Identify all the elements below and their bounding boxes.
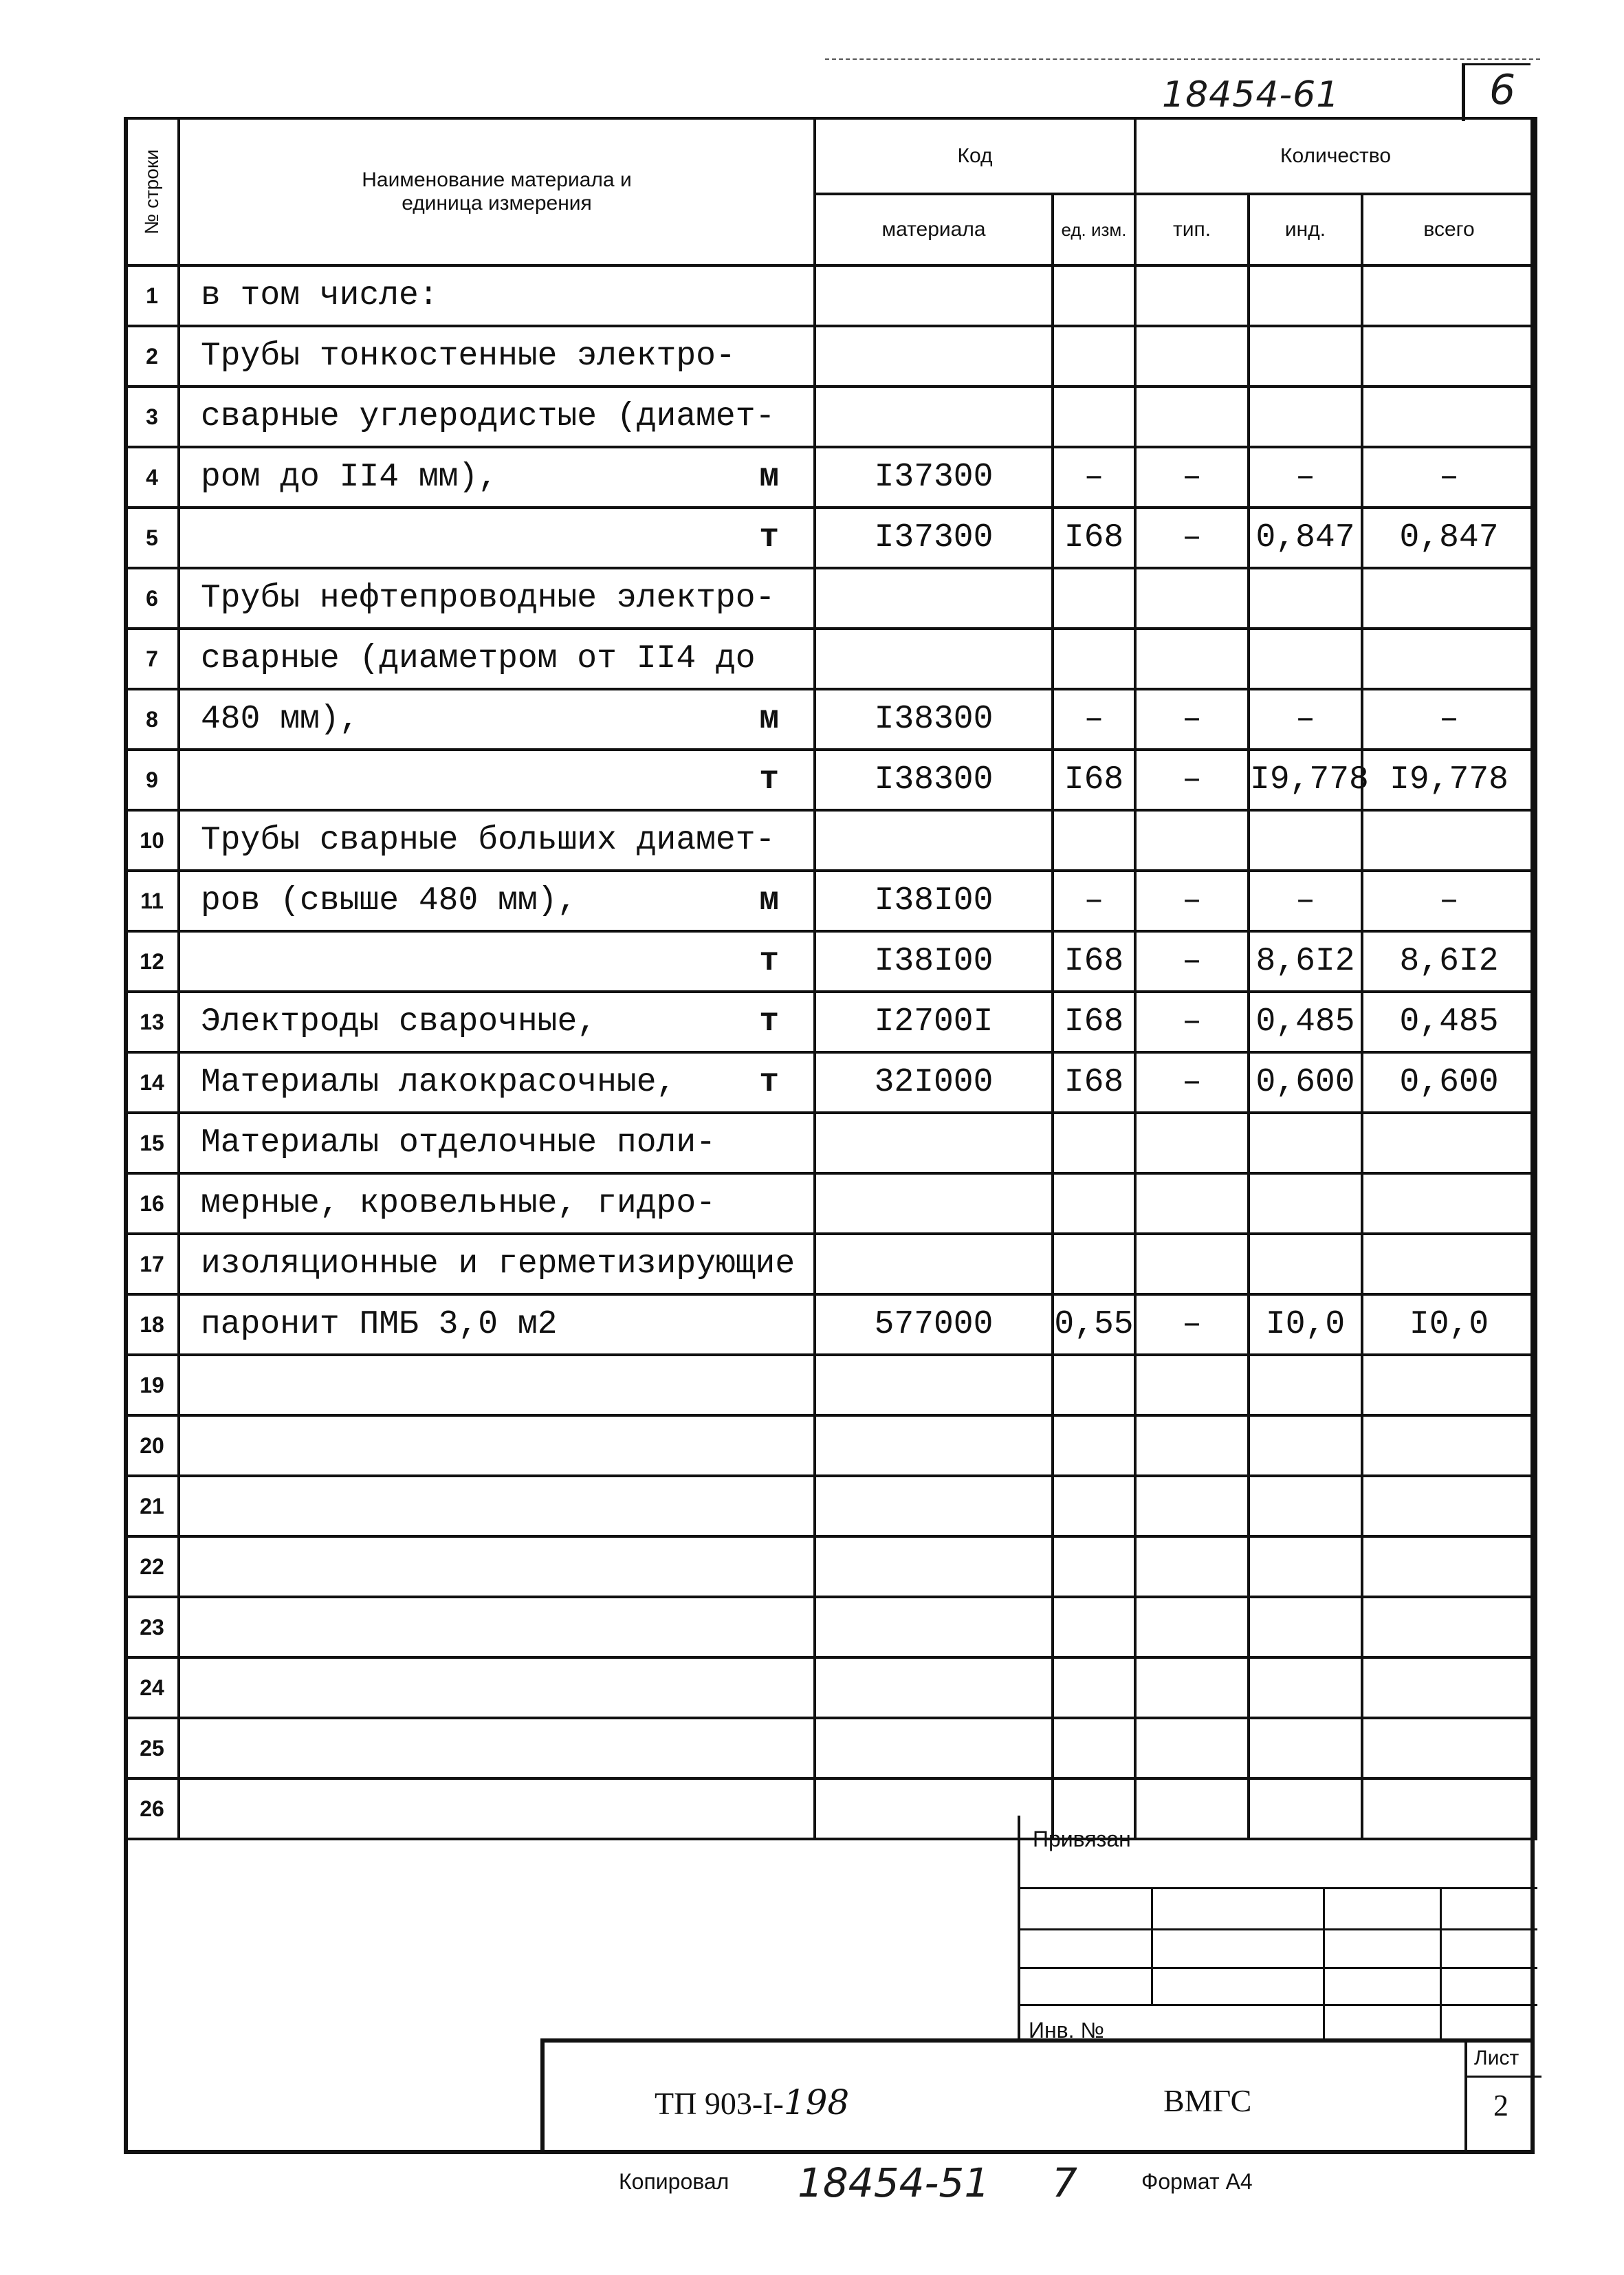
row-qty-typ	[1135, 1597, 1249, 1657]
table-row	[125, 1597, 1536, 1657]
header-row-number: № строки	[125, 118, 179, 265]
row-qty-typ: –	[1135, 931, 1249, 992]
row-qty-total: I9,778	[1362, 750, 1536, 810]
row-number: 14	[125, 1052, 179, 1113]
row-name	[179, 508, 815, 568]
row-unit-code	[1053, 1415, 1135, 1476]
row-qty-typ: –	[1135, 508, 1249, 568]
table-row	[125, 387, 1536, 447]
row-material-code	[815, 265, 1053, 326]
table-row	[125, 568, 1536, 629]
side-handwritten-note	[72, 124, 113, 371]
row-number: 19	[125, 1355, 179, 1415]
row-material-code: 32I000	[815, 1052, 1053, 1113]
row-number: 17	[125, 1234, 179, 1294]
row-number: 9	[125, 750, 179, 810]
row-number: 26	[125, 1778, 179, 1839]
row-qty-ind: 8,6I2	[1249, 931, 1362, 992]
row-number: 15	[125, 1113, 179, 1173]
header-quantity: Количество	[1135, 118, 1536, 194]
row-qty-total	[1362, 810, 1536, 871]
table-row	[125, 447, 1536, 508]
row-qty-typ	[1135, 1476, 1249, 1536]
row-name-text: Трубы тонкостенные электро-	[201, 338, 736, 375]
project-code-prefix: ТП 903-I-	[655, 2086, 784, 2121]
row-number: 22	[125, 1536, 179, 1597]
row-unit-code	[1053, 568, 1135, 629]
row-name-text: Трубы сварные больших диамет-	[201, 822, 776, 859]
table-row	[125, 1173, 1536, 1234]
row-qty-ind	[1249, 1718, 1362, 1778]
row-qty-typ: –	[1135, 871, 1249, 931]
row-qty-typ: –	[1135, 1294, 1249, 1355]
row-name	[179, 629, 815, 689]
row-number: 23	[125, 1597, 179, 1657]
row-name-text: Материалы отделочные поли-	[201, 1124, 716, 1162]
row-unit-code: 0,55	[1053, 1294, 1135, 1355]
privyazan-label: Привязан	[1033, 1827, 1131, 1851]
row-unit-code	[1053, 1597, 1135, 1657]
document-code-handwritten: 18454-61	[1162, 74, 1340, 116]
table-row	[125, 810, 1536, 871]
row-name	[179, 1536, 815, 1597]
row-qty-total	[1362, 1657, 1536, 1718]
row-unit: т	[759, 1064, 779, 1101]
row-unit-code	[1053, 1355, 1135, 1415]
row-name-text: сварные (диаметром от II4 до	[201, 640, 756, 677]
row-material-code	[815, 1113, 1053, 1173]
row-material-code	[815, 568, 1053, 629]
row-unit: т	[759, 761, 779, 798]
row-unit-code	[1053, 1536, 1135, 1597]
row-material-code: I2700I	[815, 992, 1053, 1052]
row-number: 1	[125, 265, 179, 326]
row-qty-total	[1362, 1113, 1536, 1173]
header-row-1	[125, 118, 1536, 194]
row-material-code: I38I00	[815, 931, 1053, 992]
handwritten-seven: 7	[1052, 2159, 1077, 2206]
copied-number-handwritten: 18454-51	[798, 2159, 990, 2206]
row-qty-ind: 0,847	[1249, 508, 1362, 568]
row-number: 7	[125, 629, 179, 689]
row-name	[179, 1234, 815, 1294]
row-name-text: ром до II4 мм),	[201, 459, 498, 496]
row-qty-ind	[1249, 1234, 1362, 1294]
table-row	[125, 1355, 1536, 1415]
row-name	[179, 689, 815, 750]
row-name-text: мерные, кровельные, гидро-	[201, 1185, 716, 1222]
row-material-code: I38300	[815, 750, 1053, 810]
table-row	[125, 992, 1536, 1052]
row-material-code: I38I00	[815, 871, 1053, 931]
row-number: 11	[125, 871, 179, 931]
row-unit: м	[759, 882, 779, 919]
row-qty-typ	[1135, 265, 1249, 326]
row-qty-ind: –	[1249, 689, 1362, 750]
row-qty-ind	[1249, 810, 1362, 871]
row-qty-typ	[1135, 1718, 1249, 1778]
sheet-value: 2	[1493, 2089, 1508, 2122]
row-name-text: Материалы лакокрасочные,	[201, 1064, 677, 1101]
row-qty-total	[1362, 326, 1536, 387]
row-qty-typ	[1135, 1173, 1249, 1234]
row-unit-code: I68	[1053, 992, 1135, 1052]
row-qty-total	[1362, 265, 1536, 326]
privyazan-box	[1018, 1816, 1535, 2043]
row-name-text: ров (свыше 480 мм),	[201, 882, 578, 919]
row-unit-code: –	[1053, 689, 1135, 750]
table-row	[125, 1718, 1536, 1778]
row-material-code	[815, 1415, 1053, 1476]
row-unit-code	[1053, 1234, 1135, 1294]
top-dashed-rule	[825, 58, 1540, 60]
row-name	[179, 810, 815, 871]
row-number: 13	[125, 992, 179, 1052]
project-code	[655, 2082, 849, 2122]
header-ind: инд.	[1249, 194, 1362, 265]
row-unit-code: I68	[1053, 750, 1135, 810]
row-material-code	[815, 629, 1053, 689]
row-unit: т	[759, 519, 779, 556]
table-row	[125, 1234, 1536, 1294]
row-name	[179, 1476, 815, 1536]
bottom-block	[124, 1816, 1535, 2154]
header-unit: ед. изм.	[1053, 194, 1135, 265]
row-qty-typ	[1135, 629, 1249, 689]
row-qty-total: 0,600	[1362, 1052, 1536, 1113]
row-qty-total	[1362, 1415, 1536, 1476]
row-name	[179, 1718, 815, 1778]
row-qty-ind: I9,778	[1249, 750, 1362, 810]
row-qty-total	[1362, 1355, 1536, 1415]
row-qty-total: 0,485	[1362, 992, 1536, 1052]
row-unit-code: I68	[1053, 508, 1135, 568]
header-name: Наименование материала и единица измерения	[179, 118, 815, 265]
row-unit-code	[1053, 387, 1135, 447]
row-material-code: 577000	[815, 1294, 1053, 1355]
row-unit-code	[1053, 265, 1135, 326]
header-total: всего	[1362, 194, 1536, 265]
title-block	[540, 2038, 1535, 2153]
drawing-mark: ВМГС	[1163, 2083, 1252, 2118]
row-name	[179, 871, 815, 931]
table-row	[125, 1294, 1536, 1355]
row-qty-total	[1362, 1536, 1536, 1597]
table-row	[125, 1113, 1536, 1173]
materials-table	[124, 117, 1537, 1840]
row-unit-code	[1053, 1173, 1135, 1234]
row-name	[179, 1052, 815, 1113]
row-name	[179, 568, 815, 629]
table-row	[125, 871, 1536, 931]
table-row	[125, 1536, 1536, 1597]
row-name	[179, 1597, 815, 1657]
row-qty-total	[1362, 629, 1536, 689]
row-unit-code	[1053, 629, 1135, 689]
row-material-code	[815, 1355, 1053, 1415]
row-qty-typ	[1135, 810, 1249, 871]
row-name	[179, 1173, 815, 1234]
table-row	[125, 265, 1536, 326]
row-name	[179, 1294, 815, 1355]
row-material-code: I38300	[815, 689, 1053, 750]
row-name	[179, 1355, 815, 1415]
table-row	[125, 1415, 1536, 1476]
row-name	[179, 750, 815, 810]
row-qty-ind: 0,485	[1249, 992, 1362, 1052]
project-code-handwritten: 198	[783, 2082, 850, 2122]
table-row	[125, 689, 1536, 750]
row-qty-ind	[1249, 326, 1362, 387]
row-number: 6	[125, 568, 179, 629]
row-unit: м	[759, 701, 779, 738]
header-code: Код	[815, 118, 1135, 194]
sheet-label: Лист	[1474, 2047, 1519, 2069]
row-number: 10	[125, 810, 179, 871]
table-row	[125, 508, 1536, 568]
row-name	[179, 387, 815, 447]
row-number: 18	[125, 1294, 179, 1355]
row-qty-typ: –	[1135, 992, 1249, 1052]
row-qty-typ	[1135, 387, 1249, 447]
header-material: материала	[815, 194, 1053, 265]
row-qty-ind	[1249, 387, 1362, 447]
row-name-text: изоляционные и герметизирующие	[201, 1245, 795, 1283]
row-qty-typ	[1135, 1234, 1249, 1294]
row-qty-total	[1362, 568, 1536, 629]
row-qty-total	[1362, 1718, 1536, 1778]
row-material-code: I37300	[815, 447, 1053, 508]
row-material-code	[815, 1536, 1053, 1597]
row-material-code	[815, 1173, 1053, 1234]
row-qty-ind	[1249, 1597, 1362, 1657]
row-qty-total	[1362, 1476, 1536, 1536]
table-row	[125, 931, 1536, 992]
row-qty-ind	[1249, 1415, 1362, 1476]
row-unit-code: I68	[1053, 931, 1135, 992]
row-qty-total: 8,6I2	[1362, 931, 1536, 992]
row-number: 21	[125, 1476, 179, 1536]
table-row	[125, 750, 1536, 810]
table-row	[125, 629, 1536, 689]
row-qty-typ: –	[1135, 1052, 1249, 1113]
row-material-code	[815, 1476, 1053, 1536]
row-qty-ind	[1249, 1657, 1362, 1718]
row-unit-code	[1053, 1113, 1135, 1173]
row-qty-total: –	[1362, 871, 1536, 931]
footer	[619, 2159, 1444, 2214]
row-qty-ind	[1249, 1113, 1362, 1173]
table-row	[125, 326, 1536, 387]
sheet-number-handwritten: 6	[1489, 66, 1516, 114]
row-qty-ind	[1249, 1476, 1362, 1536]
row-unit-code	[1053, 1476, 1135, 1536]
row-name-text: в том числе:	[201, 277, 439, 314]
row-number: 2	[125, 326, 179, 387]
row-number: 24	[125, 1657, 179, 1718]
row-qty-ind	[1249, 629, 1362, 689]
row-qty-typ	[1135, 326, 1249, 387]
row-qty-ind: 0,600	[1249, 1052, 1362, 1113]
row-qty-typ	[1135, 1657, 1249, 1718]
row-qty-typ	[1135, 1415, 1249, 1476]
table-row	[125, 1052, 1536, 1113]
row-qty-ind: I0,0	[1249, 1294, 1362, 1355]
row-number: 16	[125, 1173, 179, 1234]
row-qty-ind	[1249, 1355, 1362, 1415]
row-unit-code	[1053, 1718, 1135, 1778]
table-row	[125, 1657, 1536, 1718]
row-qty-typ	[1135, 568, 1249, 629]
row-unit-code: I68	[1053, 1052, 1135, 1113]
row-number: 3	[125, 387, 179, 447]
row-unit: т	[759, 1003, 779, 1041]
copied-label: Копировал	[619, 2169, 729, 2194]
row-name	[179, 326, 815, 387]
row-name	[179, 931, 815, 992]
row-material-code: I37300	[815, 508, 1053, 568]
row-number: 8	[125, 689, 179, 750]
row-name	[179, 1415, 815, 1476]
row-unit-code	[1053, 326, 1135, 387]
privyazan-grid	[1020, 1887, 1537, 2043]
row-unit-code: –	[1053, 871, 1135, 931]
row-material-code	[815, 1597, 1053, 1657]
row-qty-typ	[1135, 1355, 1249, 1415]
row-material-code	[815, 1718, 1053, 1778]
row-material-code	[815, 387, 1053, 447]
row-qty-ind	[1249, 1173, 1362, 1234]
row-qty-typ: –	[1135, 447, 1249, 508]
row-name	[179, 992, 815, 1052]
row-qty-ind	[1249, 265, 1362, 326]
row-qty-typ	[1135, 1536, 1249, 1597]
row-material-code	[815, 1234, 1053, 1294]
row-qty-total	[1362, 1173, 1536, 1234]
row-name-text: Электроды сварочные,	[201, 1003, 597, 1041]
row-unit-code	[1053, 1657, 1135, 1718]
row-name-text: паронит ПМБ 3,0 м2	[201, 1306, 558, 1343]
header-typ: тип.	[1135, 194, 1249, 265]
row-number: 4	[125, 447, 179, 508]
row-qty-total: –	[1362, 689, 1536, 750]
row-qty-total: 0,847	[1362, 508, 1536, 568]
row-name	[179, 1113, 815, 1173]
row-unit: м	[759, 459, 779, 496]
row-qty-ind: –	[1249, 871, 1362, 931]
row-material-code	[815, 810, 1053, 871]
row-name	[179, 447, 815, 508]
inventory-number-label: Инв. №	[1029, 2018, 1104, 2043]
row-qty-typ: –	[1135, 689, 1249, 750]
row-number: 20	[125, 1415, 179, 1476]
row-unit-code	[1053, 810, 1135, 871]
row-unit-code: –	[1053, 447, 1135, 508]
row-name-text: сварные углеродистые (диамет-	[201, 398, 776, 435]
row-number: 12	[125, 931, 179, 992]
row-qty-ind	[1249, 1536, 1362, 1597]
row-material-code	[815, 1657, 1053, 1718]
row-qty-ind	[1249, 568, 1362, 629]
row-qty-total	[1362, 387, 1536, 447]
row-number: 25	[125, 1718, 179, 1778]
table-row	[125, 1476, 1536, 1536]
row-qty-typ: –	[1135, 750, 1249, 810]
row-name	[179, 265, 815, 326]
row-name-text: Трубы нефтепроводные электро-	[201, 580, 776, 617]
row-unit: т	[759, 943, 779, 980]
row-name	[179, 1657, 815, 1718]
sheet-cell	[1464, 2043, 1539, 2153]
row-name-text: 480 мм),	[201, 701, 360, 738]
row-qty-ind: –	[1249, 447, 1362, 508]
row-number: 5	[125, 508, 179, 568]
row-qty-total	[1362, 1597, 1536, 1657]
format-label: Формат А4	[1141, 2169, 1253, 2194]
row-qty-total: –	[1362, 447, 1536, 508]
row-qty-total: I0,0	[1362, 1294, 1536, 1355]
row-qty-typ	[1135, 1113, 1249, 1173]
row-material-code	[815, 326, 1053, 387]
row-qty-total	[1362, 1234, 1536, 1294]
